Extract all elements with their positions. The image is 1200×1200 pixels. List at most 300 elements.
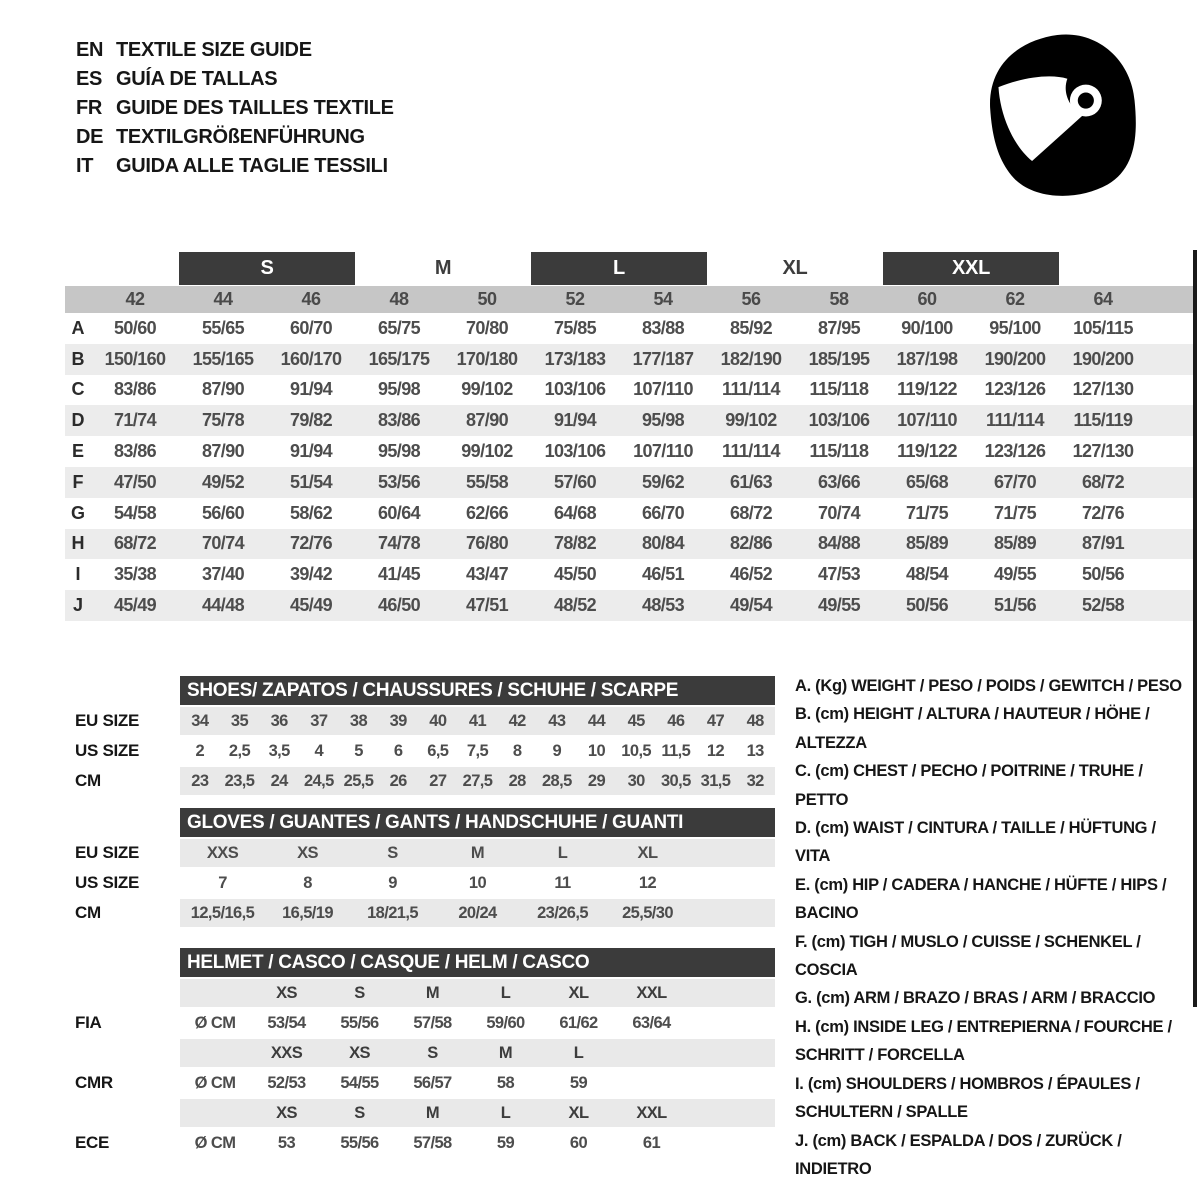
size-label-xl: XL [782,257,808,279]
size-value: 115/119 [1073,410,1133,431]
table-cell: 30,5 [660,771,691,790]
table-cell: XS [297,843,318,862]
size-value: 87/90 [201,441,245,462]
size-value: 91/94 [289,379,333,400]
size-value: 78/82 [553,533,597,554]
table-cell: 12,5/16,5 [190,903,255,922]
row-letter: E [71,441,84,462]
size-value: 74/78 [377,533,421,554]
size-label-l: L [531,252,707,285]
helmet-value: 58 [496,1073,515,1092]
table-cell: 10 [468,873,487,892]
helmet-size-label: XS [276,1103,297,1122]
helmet-size-label: L [573,1043,584,1062]
size-value: 165/175 [368,348,430,369]
helmet-size-label: XXL [636,1103,667,1122]
size-value: 107/110 [633,441,693,462]
row-letter: H [71,533,85,554]
size-value: 58/62 [289,502,333,523]
table-cell: 6 [393,741,403,760]
row-letter: B [71,348,85,369]
table-cell: 23/26,5 [537,903,588,922]
row-letter: D [71,410,85,431]
size-value: 49/54 [729,595,773,616]
language-title: TEXTILE SIZE GUIDE [116,39,312,61]
size-value: 49/55 [993,564,1037,585]
row-letter: C [71,379,85,400]
gloves-eu-row [180,839,775,867]
helmet-size-label: S [354,983,365,1002]
table-cell: 7,5 [466,741,489,760]
helmet-value: 59 [496,1133,515,1152]
size-value: 52/58 [1081,595,1125,616]
size-value: 35/38 [113,564,157,585]
gloves-title-bar: GLOVES / GUANTES / GANTS / HANDSCHUHE / GUANTI [180,808,775,837]
table-cell: 32 [746,771,764,790]
table-cell: 25,5 [343,771,374,790]
size-value: 55/65 [201,317,245,338]
helmet-value: 55/56 [340,1133,379,1152]
textile-row [65,590,1197,621]
helmet-unit: Ø CM [194,1073,236,1092]
size-value: 65/68 [905,471,949,492]
table-cell: 8 [512,741,522,760]
numeric-size: 60 [917,289,937,309]
language-title: GUIDE DES TAILLES TEXTILE [116,97,394,119]
size-value: 49/55 [817,595,861,616]
helmet-size-label: L [500,1103,511,1122]
size-value: 43/47 [465,564,509,585]
size-value: 111/114 [722,441,780,462]
num-spacer [65,286,91,313]
size-value: 177/187 [632,348,694,369]
table-cell: 39 [389,711,407,730]
shoes-table [75,676,775,795]
textile-row [65,529,1197,560]
table-cell: 27,5 [462,771,493,790]
language-row [76,94,394,123]
size-value: 127/130 [1072,379,1134,400]
table-cell: 16,5/19 [282,903,333,922]
helmet-standard-label: ECE [75,1133,110,1152]
size-value: 83/86 [113,379,157,400]
size-value: 91/94 [289,441,333,462]
shoes-cm-row [180,767,775,795]
size-value: 170/180 [456,348,518,369]
gloves-eu-label: EU SIZE [75,843,140,862]
textile-row [65,467,1197,498]
shoes-cm-label: CM [75,771,101,790]
helmet-row-spacer [75,1099,180,1127]
size-value: 71/75 [993,502,1037,523]
table-cell: 10,5 [621,741,652,760]
helmet-standard-label: FIA [75,1013,102,1032]
helmet-table [75,948,775,1157]
textile-row [65,559,1197,590]
size-value: 85/89 [905,533,949,554]
size-value: 123/126 [984,441,1046,462]
size-value: 173/183 [544,348,606,369]
helmet-value: 52/53 [267,1073,306,1092]
table-cell: 44 [587,711,606,730]
size-value: 48/52 [553,595,597,616]
size-value: 185/195 [808,348,870,369]
size-value: 41/45 [377,564,421,585]
size-value: 70/80 [465,317,509,338]
table-cell: 8 [303,873,312,892]
helmet-value-row [180,1069,775,1097]
size-value: 56/60 [201,502,245,523]
size-label-s: S [179,252,355,285]
helmet-size-label: M [425,983,440,1002]
size-value: 115/118 [809,379,869,400]
size-value: 64/68 [553,502,597,523]
helmet-size-label: XXS [270,1043,303,1062]
size-value: 87/91 [1081,533,1125,554]
row-letter: I [75,564,81,585]
size-value: 68/72 [1081,471,1125,492]
helmet-unit: Ø CM [194,1133,236,1152]
gloves-us-label: US SIZE [75,873,140,892]
size-value: 45/50 [553,564,597,585]
size-value: 75/78 [201,410,245,431]
size-value: 103/106 [544,441,606,462]
table-cell: 28 [508,771,526,790]
size-value: 87/90 [465,410,509,431]
size-value: 83/86 [113,441,157,462]
size-value: 99/102 [725,410,777,431]
language-title-list [76,36,394,181]
size-value: 82/86 [729,533,773,554]
helmet-size-label: S [427,1043,438,1062]
helmet-value: 56/57 [413,1073,452,1092]
numeric-size: 52 [565,289,585,309]
shoes-bar-spacer [75,676,180,705]
size-value: 103/106 [544,379,606,400]
language-code: IT [76,155,94,177]
size-value: 55/58 [465,471,509,492]
table-cell: 34 [191,711,209,730]
numeric-size: 48 [389,289,409,309]
language-code: FR [76,97,103,119]
table-cell: 11,5 [661,741,691,760]
language-code: DE [76,126,104,148]
size-value: 123/126 [984,379,1046,400]
size-value: 83/88 [641,317,685,338]
table-cell: S [387,843,398,862]
legend-entry: H. (cm) INSIDE LEG / ENTREPIERNA / FOURCHE / SCHRITT / FORCELLA [795,1017,1172,1065]
helmet-size-label: XS [349,1043,370,1062]
legend-entry: C. (cm) CHEST / PECHO / POITRINE / TRUHE / PETTO [795,762,1143,809]
textile-row [65,344,1197,375]
language-code: EN [76,39,104,61]
size-value: 190/200 [984,348,1046,369]
size-value: 53/56 [377,471,421,492]
table-cell: 46 [667,711,685,730]
helmet-value: 60 [569,1133,588,1152]
table-cell: 2,5 [228,741,251,760]
legend-entry: J. (cm) BACK / ESPALDA / DOS / ZURÜCK / INDIETRO [795,1131,1122,1178]
helmet-value: 54/55 [340,1073,379,1092]
helmet-size-label: L [500,983,511,1002]
size-value: 60/70 [289,317,333,338]
table-cell: 12 [706,741,725,760]
size-value: 99/102 [461,441,513,462]
helmet-value-row [180,1009,775,1037]
size-value: 187/198 [896,348,958,369]
table-cell: 29 [587,771,606,790]
size-value: 59/62 [641,471,685,492]
language-title: GUIDA ALLE TAGLIE TESSILI [116,155,388,177]
size-value: 71/74 [113,410,157,431]
size-value: 127/130 [1072,441,1134,462]
table-cell: 12 [638,873,657,892]
table-cell: 23,5 [224,771,255,790]
table-cell: 5 [354,741,363,760]
size-value: 80/84 [641,533,685,554]
size-value: 70/74 [201,533,245,554]
language-row [76,36,394,65]
numeric-size: 44 [213,289,233,309]
table-cell: 20/24 [458,903,497,922]
size-value: 70/74 [817,502,861,523]
size-value: 45/49 [113,595,157,616]
size-value: 47/53 [817,564,861,585]
helmet-unit: Ø CM [194,1013,236,1032]
legend-entry: D. (cm) WAIST / CINTURA / TAILLE / HÜFTUNG / VITA [795,819,1156,866]
size-value: 65/75 [377,317,421,338]
table-cell: 13 [746,741,764,760]
size-value: 115/118 [809,441,869,462]
size-value: 48/53 [641,595,685,616]
size-value: 155/165 [192,348,254,369]
lower-tables [75,676,775,1157]
size-value: 76/80 [465,533,509,554]
language-row [76,65,394,94]
helmet-value: 59/60 [486,1013,525,1032]
size-value: 95/100 [989,317,1041,338]
table-cell: 28,5 [541,771,572,790]
racing-helmet-icon [980,26,1148,202]
table-cell: 48 [746,711,764,730]
table-cell: 31,5 [700,771,731,790]
numeric-size: 42 [125,289,145,309]
size-value: 79/82 [289,410,333,431]
table-cell: 6,5 [427,741,449,760]
helmet-value: 59 [569,1073,588,1092]
textile-row [65,313,1197,344]
table-cell: 37 [310,711,328,730]
shoes-title-bar: SHOES/ ZAPATOS / CHAUSSURES / SCHUHE / SCARPE [180,676,775,705]
helmet-size-label: XS [276,983,297,1002]
size-value: 60/64 [377,502,421,523]
size-value: 105/115 [1073,317,1133,338]
table-cell: 45 [627,711,645,730]
helmet-size-label: M [425,1103,440,1122]
table-cell: 26 [389,771,407,790]
helmet-row-spacer [75,979,180,1007]
size-value: 49/52 [201,471,245,492]
size-value: 111/114 [722,379,780,400]
measurement-legend [795,672,1195,1183]
size-value: 46/51 [641,564,685,585]
size-value: 62/66 [465,502,509,523]
size-value: 190/200 [1072,348,1134,369]
language-title: TEXTILGRÖßENFÜHRUNG [116,126,365,148]
table-cell: 47 [706,711,725,730]
size-value: 47/50 [113,471,157,492]
unit-spacer [180,1099,250,1127]
size-value: 103/106 [808,410,870,431]
language-row [76,152,394,181]
size-value: 50/56 [1081,564,1125,585]
numeric-size: 54 [653,289,673,309]
textile-size-table [65,252,1197,621]
table-cell: 27 [429,771,447,790]
row-letter: A [71,317,85,338]
size-value: 48/54 [905,564,949,585]
table-cell: 24,5 [303,771,334,790]
helmet-value: 55/56 [340,1013,379,1032]
gloves-cm-row [180,899,775,927]
textile-row [65,498,1197,529]
helmet-value: 61 [642,1133,661,1152]
table-cell: 40 [429,711,447,730]
textile-rows [65,313,1197,621]
size-value: 46/50 [377,595,421,616]
size-value: 44/48 [201,595,245,616]
size-value: 87/90 [201,379,245,400]
size-value: 85/89 [993,533,1037,554]
size-value: 72/76 [289,533,333,554]
legend-entry: F. (cm) TIGH / MUSLO / CUISSE / SCHENKEL / COSCIA [795,932,1141,980]
size-value: 91/94 [553,410,597,431]
helmet-size-row [180,1099,775,1127]
legend-entry: A. (Kg) WEIGHT / PESO / POIDS / GEWITCH / PESO [795,677,1182,695]
size-value: 150/160 [104,348,166,369]
size-value: 87/95 [817,317,861,338]
size-value: 107/110 [633,379,693,400]
helmet-value: 61/62 [559,1013,598,1032]
table-cell: 7 [218,873,227,892]
table-cell: 3,5 [268,741,290,760]
size-value: 54/58 [113,502,157,523]
shoes-us-label: US SIZE [75,741,140,760]
size-value: 182/190 [720,348,782,369]
shoes-us-row [180,737,775,765]
helmet-size-row [180,979,775,1007]
size-value: 61/63 [729,471,773,492]
table-cell: 25,5/30 [622,903,673,922]
size-value: 90/100 [901,317,953,338]
size-value: 75/85 [553,317,597,338]
table-cell: 41 [468,711,487,730]
size-label-row [65,252,1197,285]
size-value: 84/88 [817,533,861,554]
numeric-size: 62 [1005,289,1025,309]
numeric-size: 50 [477,289,497,309]
table-cell: 30 [627,771,645,790]
legend-entry: B. (cm) HEIGHT / ALTURA / HAUTEUR / HÖHE / ALTEZZA [795,705,1150,752]
legend-entry: G. (cm) ARM / BRAZO / BRAS / ARM / BRACCIO [795,989,1156,1008]
page-edge-line [1193,250,1197,1007]
textile-row [65,375,1197,406]
size-value: 72/76 [1081,502,1125,523]
table-cell: 38 [349,711,368,730]
size-value: 95/98 [377,441,421,462]
helmet-standard-label: CMR [75,1073,113,1092]
numeric-size: 58 [829,289,849,309]
gloves-table [75,808,775,927]
size-value: 37/40 [201,564,245,585]
size-value: 50/60 [113,317,157,338]
table-cell: 2 [195,741,205,760]
language-code: ES [76,68,103,90]
numeric-size: 56 [741,289,761,309]
size-value: 83/86 [377,410,421,431]
row-letter: G [70,502,85,523]
helmet-row-spacer [75,1039,180,1067]
size-value: 95/98 [641,410,685,431]
unit-spacer [180,1039,250,1067]
size-value: 119/122 [897,379,957,400]
unit-spacer [180,979,250,1007]
size-value: 85/92 [729,317,773,338]
numeric-size: 46 [301,289,321,309]
table-cell: 9 [552,741,562,760]
size-value: 67/70 [993,471,1037,492]
size-value: 66/70 [641,502,685,523]
gloves-us-row [180,869,775,897]
helmet-value: 63/64 [632,1013,671,1032]
helmet-size-label: XL [568,1103,589,1122]
numeric-size: 64 [1093,289,1113,309]
shoes-eu-label: EU SIZE [75,711,140,730]
table-cell: 11 [554,873,571,892]
helmet-value-row [180,1129,775,1157]
helmet-value: 57/58 [413,1013,452,1032]
size-value: 50/56 [905,595,949,616]
helmet-size-label: XXL [636,983,667,1002]
table-cell: 10 [587,741,606,760]
gloves-bar-spacer [75,808,180,837]
textile-row [65,436,1197,467]
table-cell: 42 [508,711,526,730]
row-letter: J [72,595,83,616]
size-value: 99/102 [461,379,513,400]
language-title: GUÍA DE TALLAS [116,68,278,90]
size-value: 57/60 [553,471,597,492]
size-value: 46/52 [729,564,773,585]
size-label-m: M [434,257,452,279]
table-cell: 4 [314,741,324,760]
size-value: 47/51 [465,595,509,616]
textile-row [65,405,1197,436]
table-cell: 23 [191,771,209,790]
helmet-value: 57/58 [413,1133,452,1152]
helmet-title-bar: HELMET / CASCO / CASQUE / HELM / CASCO [180,948,775,977]
table-cell: XL [637,843,658,862]
helmet-size-label: S [354,1103,365,1122]
helmet-bar-spacer [75,948,180,977]
row-letter: F [72,471,84,492]
numeric-size-row [65,286,1197,313]
helmet-value: 53 [277,1133,296,1152]
table-cell: L [557,843,568,862]
table-cell: 36 [270,711,288,730]
helmet-size-row [180,1039,775,1067]
size-label-xxl: XXL [883,252,1059,285]
